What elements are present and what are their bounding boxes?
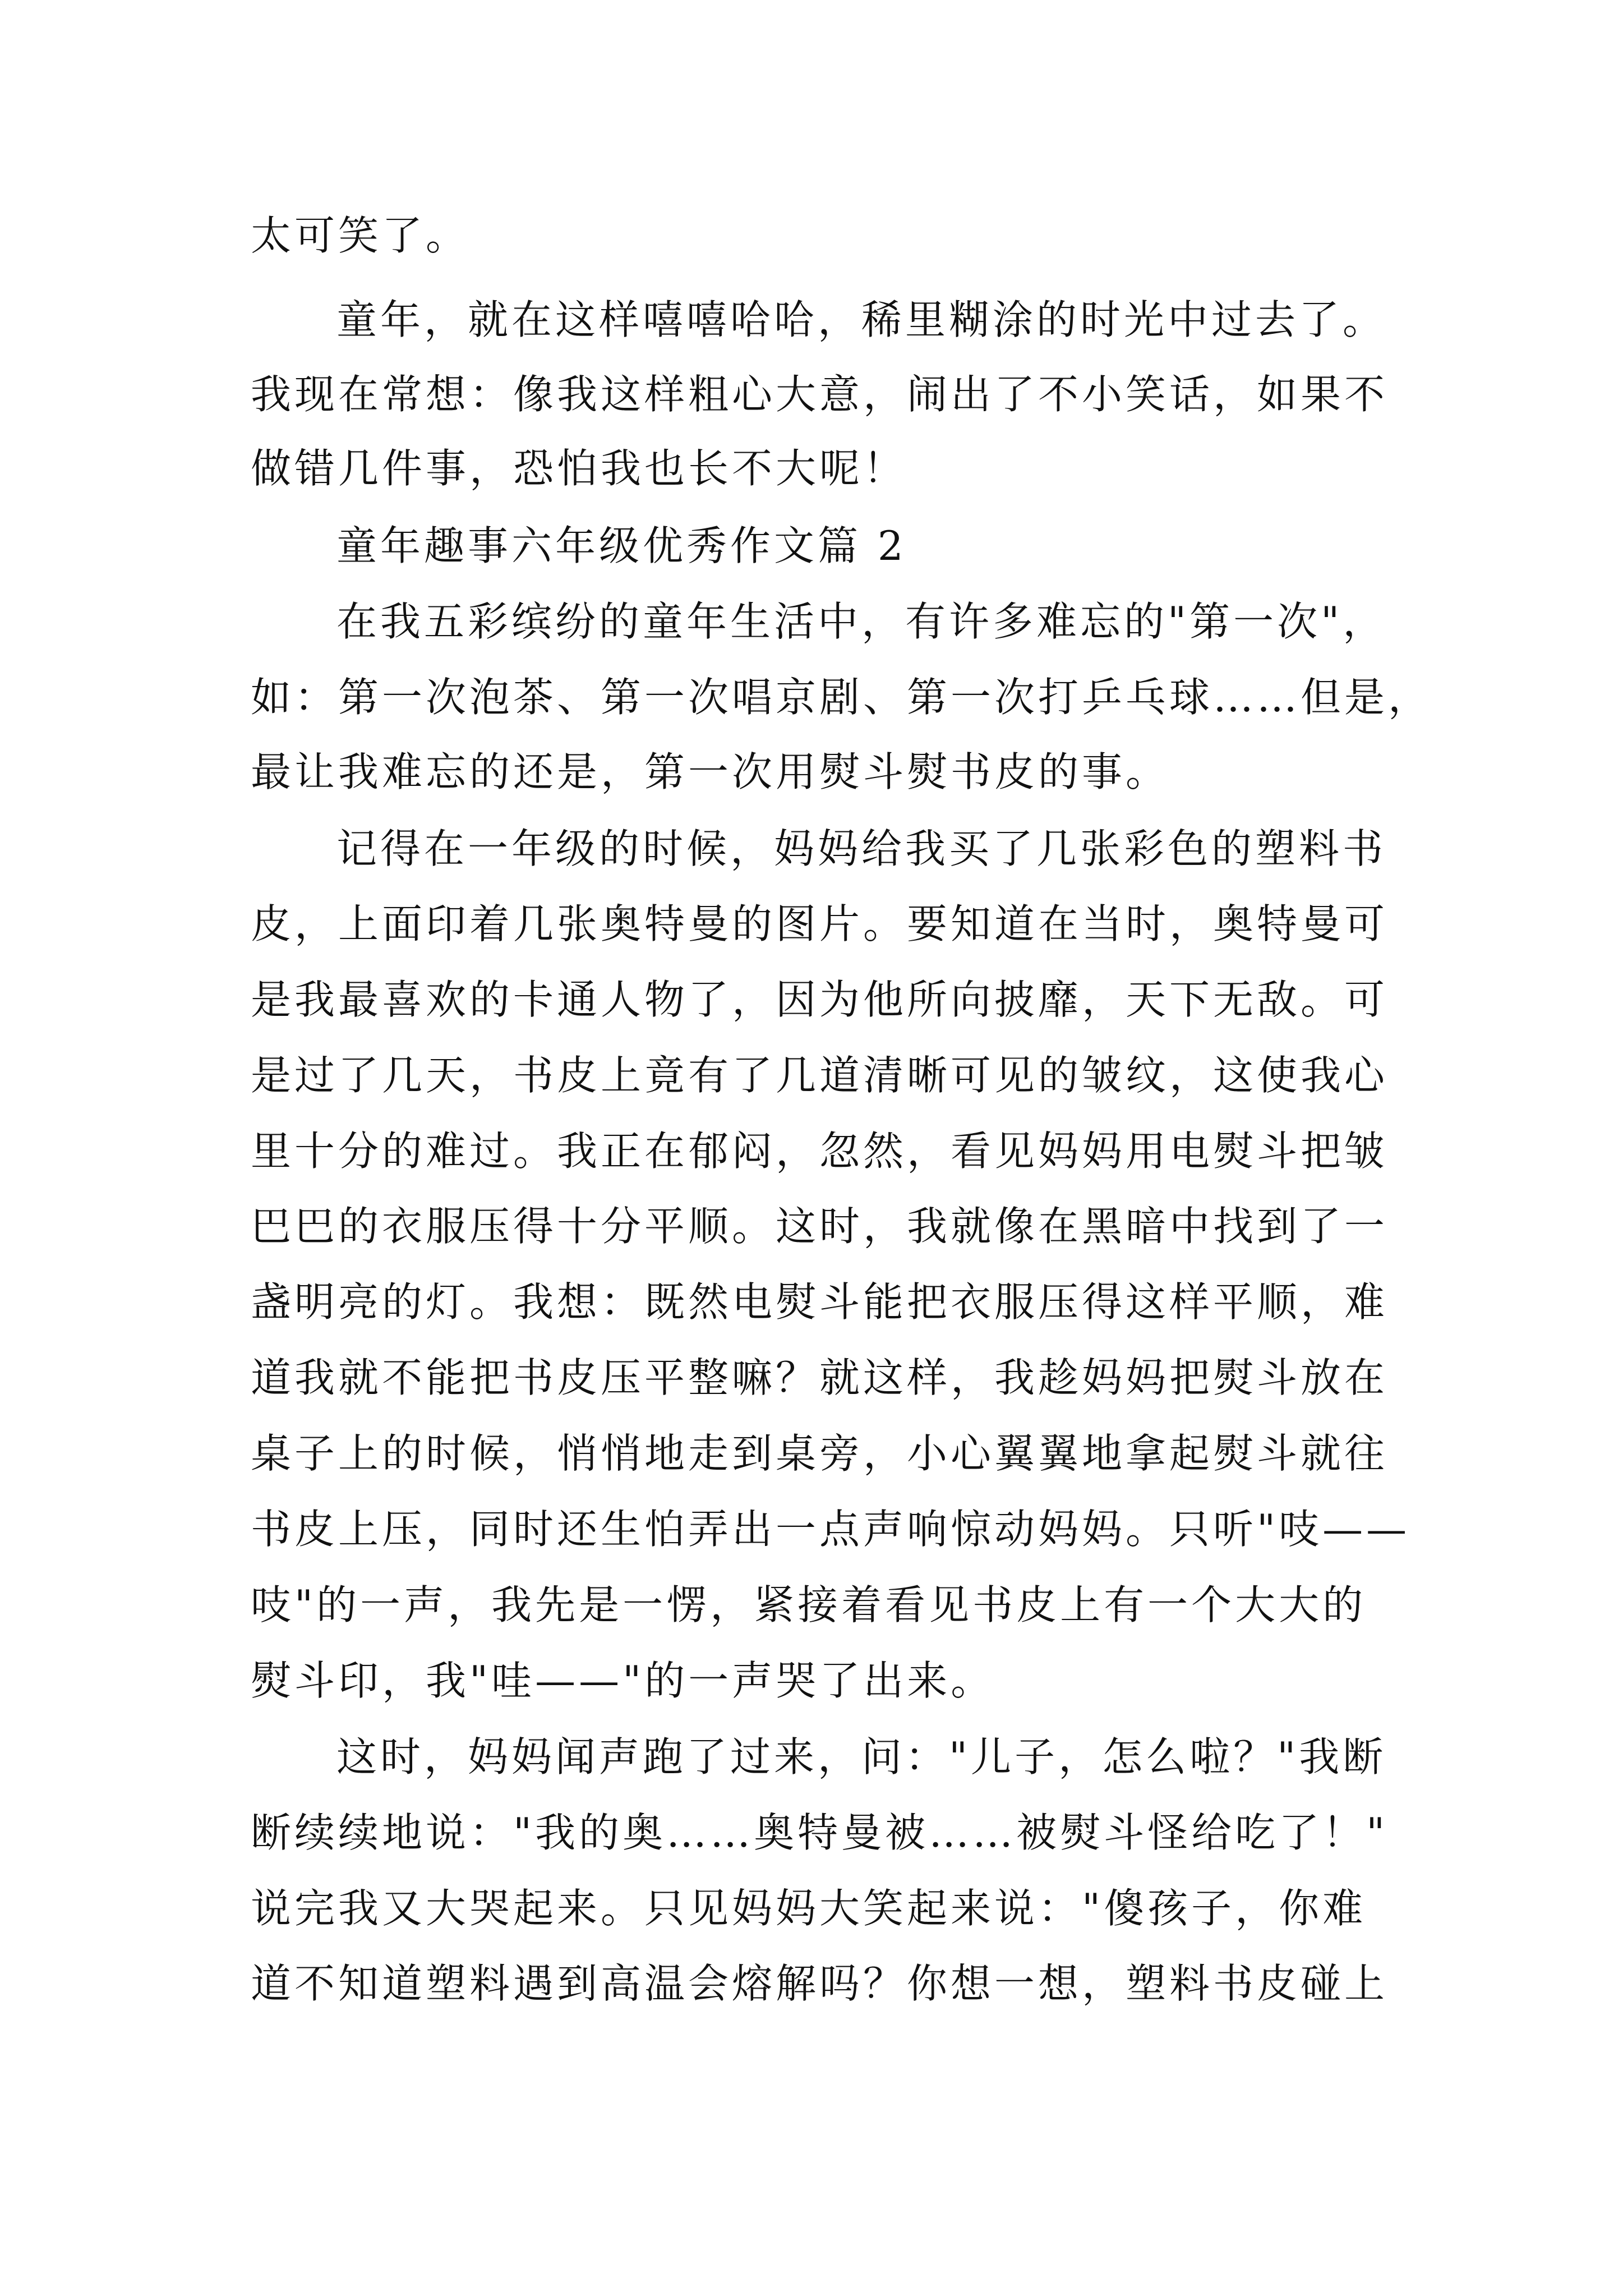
text-line: 断续续地说："我的奥……奥特曼被……被熨斗怪给吃了！" (251, 1809, 1389, 1856)
paragraph-first-line: 在我五彩缤纷的童年生活中，有许多难忘的"第一次"， (336, 598, 1387, 645)
text-line: 熨斗印，我"哇——"的一声哭了出来。 (251, 1657, 995, 1704)
text-line: 盏明亮的灯。我想：既然电熨斗能把衣服压得这样平顺，难 (251, 1278, 1389, 1326)
text-line: 道我就不能把书皮压平整嘛？就这样，我趁妈妈把熨斗放在 (251, 1354, 1389, 1401)
text-line: 最让我难忘的还是，第一次用熨斗熨书皮的事。 (251, 748, 1170, 795)
text-line: 是我最喜欢的卡通人物了，因为他所向披靡，天下无敌。可 (251, 976, 1389, 1023)
text-line: 里十分的难过。我正在郁闷，忽然，看见妈妈用电熨斗把皱 (251, 1128, 1389, 1175)
text-line: 我现在常想：像我这样粗心大意，闹出了不小笑话，如果不 (251, 371, 1389, 418)
text-line: 太可笑了。 (251, 212, 470, 259)
text-line: 道不知道塑料遇到高温会熔解吗？你想一想，塑料书皮碰上 (251, 1960, 1389, 2007)
text-line: 是过了几天，书皮上竟有了几道清晰可见的皱纹，这使我心 (251, 1052, 1389, 1099)
text-line: 桌子上的时候，悄悄地走到桌旁，小心翼翼地拿起熨斗就往 (251, 1430, 1389, 1477)
text-line: 巴巴的衣服压得十分平顺。这时，我就像在黑暗中找到了一 (251, 1203, 1389, 1250)
paragraph-first-line: 这时，妈妈闻声跑了过来，问："儿子，怎么啦？"我断 (336, 1733, 1387, 1780)
paragraph-first-line: 记得在一年级的时候，妈妈给我买了几张彩色的塑料书 (336, 825, 1387, 872)
text-line: 说完我又大哭起来。只见妈妈大笑起来说："傻孩子，你难 (251, 1885, 1367, 1932)
section-heading: 童年趣事六年级优秀作文篇 2 (336, 522, 907, 569)
paragraph-first-line: 童年，就在这样嘻嘻哈哈，稀里糊涂的时光中过去了。 (336, 296, 1387, 343)
text-line: 皮，上面印着几张奥特曼的图片。要知道在当时，奥特曼可 (251, 900, 1389, 947)
text-line: 如：第一次泡茶、第一次唱京剧、第一次打乒乓球……但是， (251, 674, 1432, 721)
text-line: 吱"的一声，我先是一愣，紧接着看见书皮上有一个大大的 (251, 1581, 1367, 1628)
text-line: 书皮上压，同时还生怕弄出一点声响惊动妈妈。只听"吱—— (251, 1506, 1410, 1553)
text-line: 做错几件事，恐怕我也长不大呢！ (251, 445, 907, 492)
